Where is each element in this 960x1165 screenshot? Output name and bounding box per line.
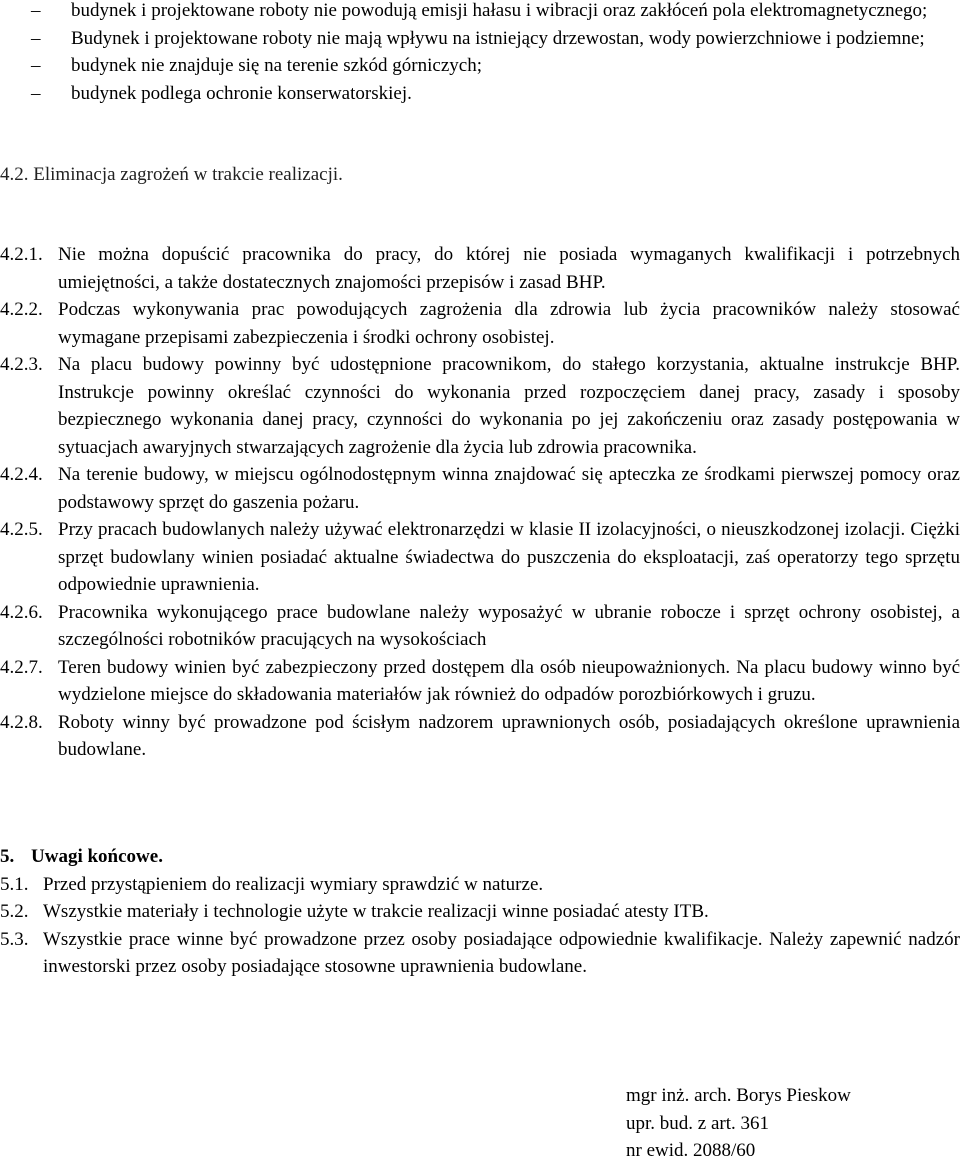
item-text: Przed przystąpieniem do realizacji wymiary sprawdzić w naturze. xyxy=(43,873,544,895)
subsection-text: Przy pracach budowlanych należy używać elektronarzędzi w klasie II izolacyjności, o nieuszkodzonej izolacji. Ciężki sprzęt budowlany winien posiadać aktualne świadectwa do puszczenia do eksploatacji, zaś operatorzy tego sprzętu odpowiednie uprawnienia. xyxy=(58,519,960,595)
section-5-item xyxy=(0,926,960,981)
bullet-list xyxy=(31,0,960,107)
section-title: Uwagi końcowe. xyxy=(31,846,163,867)
item-number: 5.1. xyxy=(0,873,29,895)
subsection-list xyxy=(0,241,960,764)
bullet-dash: – xyxy=(31,0,41,21)
bullet-item xyxy=(31,80,960,108)
subsection-number: 4.2.6. xyxy=(0,601,43,623)
subsection-text: Nie można dopuścić pracownika do pracy, do której nie posiada wymaganych kwalifikacji i potrzebnych umiejętności, a także dostatecznych znajomości przepisów i zasad BHP. xyxy=(58,244,960,293)
item-number: 5.2. xyxy=(0,901,29,922)
subsection-number: 4.2.7. xyxy=(0,656,43,678)
item-number: 5.3. xyxy=(0,928,29,950)
section-number: 5. xyxy=(0,846,15,867)
section-5 xyxy=(0,843,960,981)
subsection-item xyxy=(0,461,960,516)
subsection-item xyxy=(0,296,960,351)
subsection-item xyxy=(0,709,960,764)
signature-block xyxy=(626,1082,851,1165)
bullet-dash: – xyxy=(31,82,41,104)
subsection-number: 4.2.3. xyxy=(0,354,43,375)
subsection-item xyxy=(0,654,960,709)
item-text: Wszystkie prace winne być prowadzone przez osoby posiadające odpowiednie kwalifikacje. Należy zapewnić nadzór inwestorski przez osoby posiadające stosowne uprawnienia budowlane. xyxy=(43,928,960,977)
bullet-item xyxy=(31,25,960,53)
bullet-text: budynek nie znajduje się na terenie szkód górniczych; xyxy=(71,55,482,76)
bullet-text: budynek podlega ochronie konserwatorskiej. xyxy=(71,82,412,104)
signature-license: upr. bud. z art. 361 xyxy=(626,1112,770,1134)
subsection-item xyxy=(0,351,960,461)
signature-name: mgr inż. arch. Borys Pieskow xyxy=(626,1085,851,1106)
section-5-item xyxy=(0,871,960,899)
subsection-text: Roboty winny być prowadzone pod ścisłym nadzorem uprawnionych osób, posiadających określone uprawnienia budowlane. xyxy=(58,711,960,760)
bullet-dash: – xyxy=(31,55,41,76)
section-heading-4-2: 4.2. Eliminacja zagrożeń w trakcie realizacji. xyxy=(0,164,343,185)
signature-registry: nr ewid. 2088/60 xyxy=(626,1140,756,1161)
subsection-number: 4.2.1. xyxy=(0,244,43,265)
section-heading-5 xyxy=(0,843,960,871)
subsection-text: Na placu budowy powinny być udostępnione pracownikom, do stałego korzystania, aktualne instrukcje BHP. Instrukcje powinny określać czynności do wykonania przed rozpoczęciem danej pracy, zasady i sposoby bezpiecznego wykonania danej pracy, czynności do wykonania po jej zakończeniu oraz zasady postępowania w sytuacjach awaryjnych stwarzających zagrożenie dla życia lub zdrowia pracownika. xyxy=(58,354,960,458)
bullet-dash: – xyxy=(31,27,41,49)
subsection-text: Na terenie budowy, w miejscu ogólnodostępnym winna znajdować się apteczka ze środkami pierwszej pomocy oraz podstawowy sprzęt do gaszenia pożaru. xyxy=(58,464,960,513)
subsection-text: Teren budowy winien być zabezpieczony przed dostępem dla osób nieupoważnionych. Na placu budowy winno być wydzielone miejsce do składowania materiałów jak również do odpadów porozbiórkowych i gruzu. xyxy=(58,656,960,705)
bullet-text: budynek i projektowane roboty nie powodują emisji hałasu i wibracji oraz zakłóceń pola elektromagnetycznego; xyxy=(71,0,928,21)
subsection-number: 4.2.8. xyxy=(0,711,43,733)
subsection-text: Podczas wykonywania prac powodujących zagrożenia dla zdrowia lub życia pracowników należy stosować wymagane przepisami zabezpieczenia i środki ochrony osobistej. xyxy=(58,299,960,348)
subsection-item xyxy=(0,241,960,296)
subsection-number: 4.2.5. xyxy=(0,519,43,540)
subsection-number: 4.2.4. xyxy=(0,464,43,485)
bullet-text: Budynek i projektowane roboty nie mają wpływu na istniejący drzewostan, wody powierzchniowe i podziemne; xyxy=(71,27,925,49)
subsection-item xyxy=(0,516,960,599)
item-text: Wszystkie materiały i technologie użyte w trakcie realizacji winne posiadać atesty ITB. xyxy=(43,901,709,922)
subsection-number: 4.2.2. xyxy=(0,299,43,320)
section-5-item xyxy=(0,898,960,926)
subsection-item xyxy=(0,599,960,654)
subsection-text: Pracownika wykonującego prace budowlane należy wyposażyć w ubranie robocze i sprzęt ochrony osobistej, a szczególności robotników pracujących na wysokościach xyxy=(58,601,960,650)
bullet-item xyxy=(31,52,960,80)
bullet-item xyxy=(31,0,960,25)
